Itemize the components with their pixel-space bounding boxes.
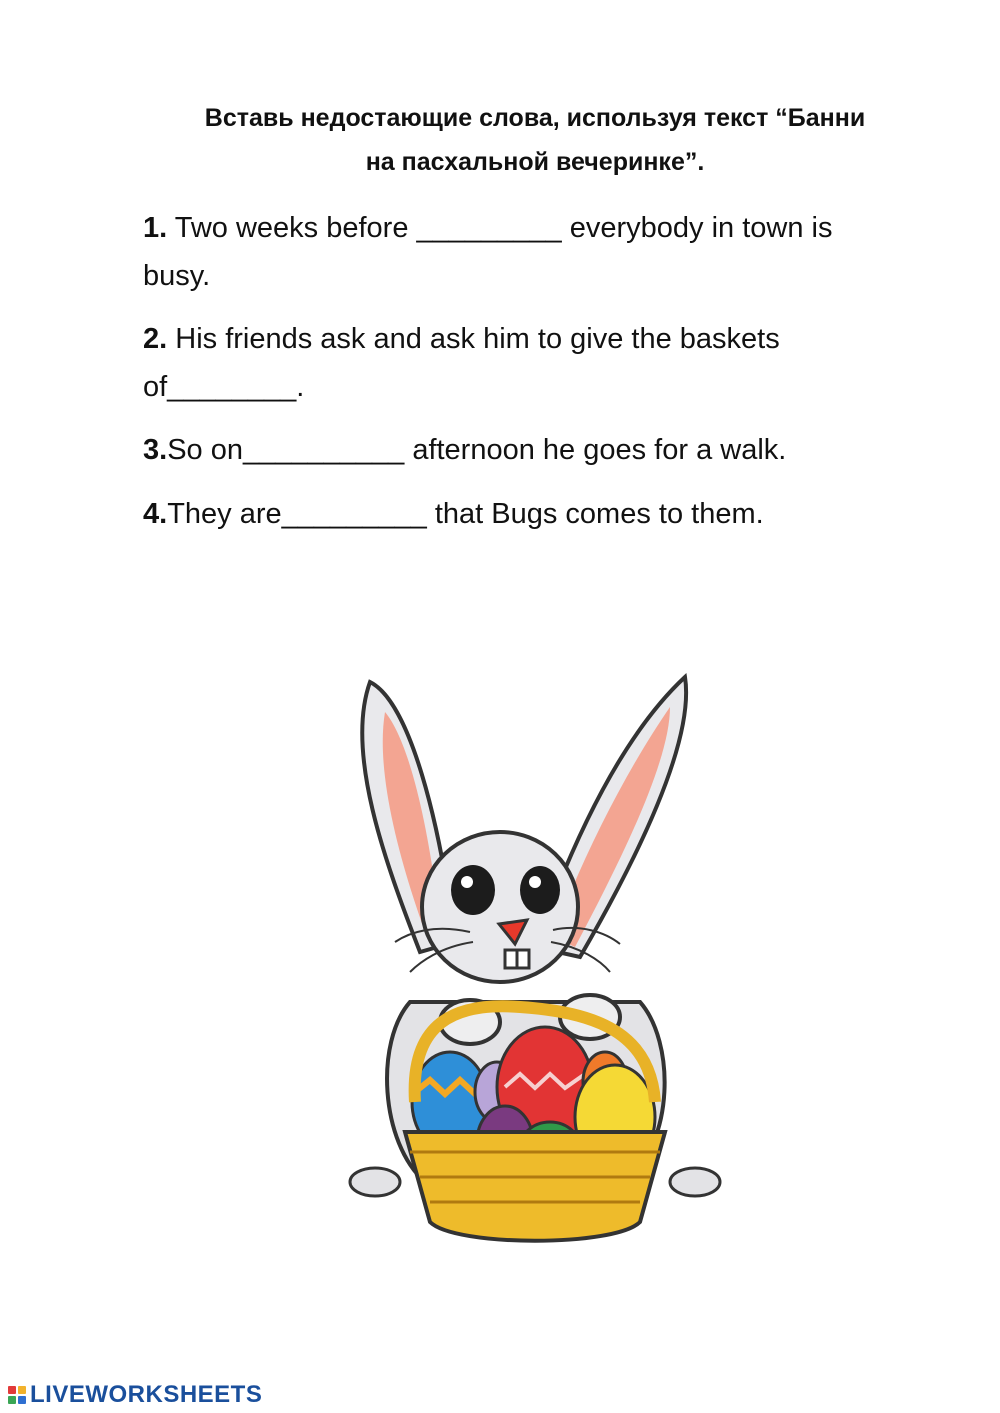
title-line-2: на пасхальной вечеринке”.: [365, 148, 705, 176]
logo-square-blue: [18, 1396, 26, 1404]
easter-bunny-basket-icon: [235, 662, 835, 1262]
question-text: So on__________ afternoon he goes for a walk.: [167, 434, 787, 466]
question-text: They are_________ that Bugs comes to them.: [167, 498, 764, 530]
question-text: His friends ask and ask him to give the baskets: [167, 323, 780, 355]
liveworksheets-logo-icon: [8, 1386, 26, 1404]
footer-brand: [8, 1380, 262, 1410]
worksheet-title: [140, 96, 930, 184]
question-number: 2.: [143, 323, 168, 355]
title-line-1: Вставь недостающие слова, используя текст “Банни: [204, 104, 866, 132]
question-text-continued: of________.: [143, 371, 305, 403]
logo-square-red: [8, 1386, 16, 1394]
question-3: [143, 426, 903, 474]
question-text-continued: busy.: [143, 260, 211, 292]
question-text: Two weeks before _________ everybody in town is: [167, 212, 833, 244]
question-number: 3.: [143, 434, 168, 466]
question-4: [143, 490, 903, 538]
logo-square-yellow: [18, 1386, 26, 1394]
question-2: [143, 315, 903, 411]
question-number: 1.: [143, 212, 168, 244]
brand-name[interactable]: LIVEWORKSHEETS: [30, 1381, 263, 1408]
logo-square-green: [8, 1396, 16, 1404]
question-number: 4.: [143, 498, 168, 530]
question-1: [143, 204, 903, 300]
